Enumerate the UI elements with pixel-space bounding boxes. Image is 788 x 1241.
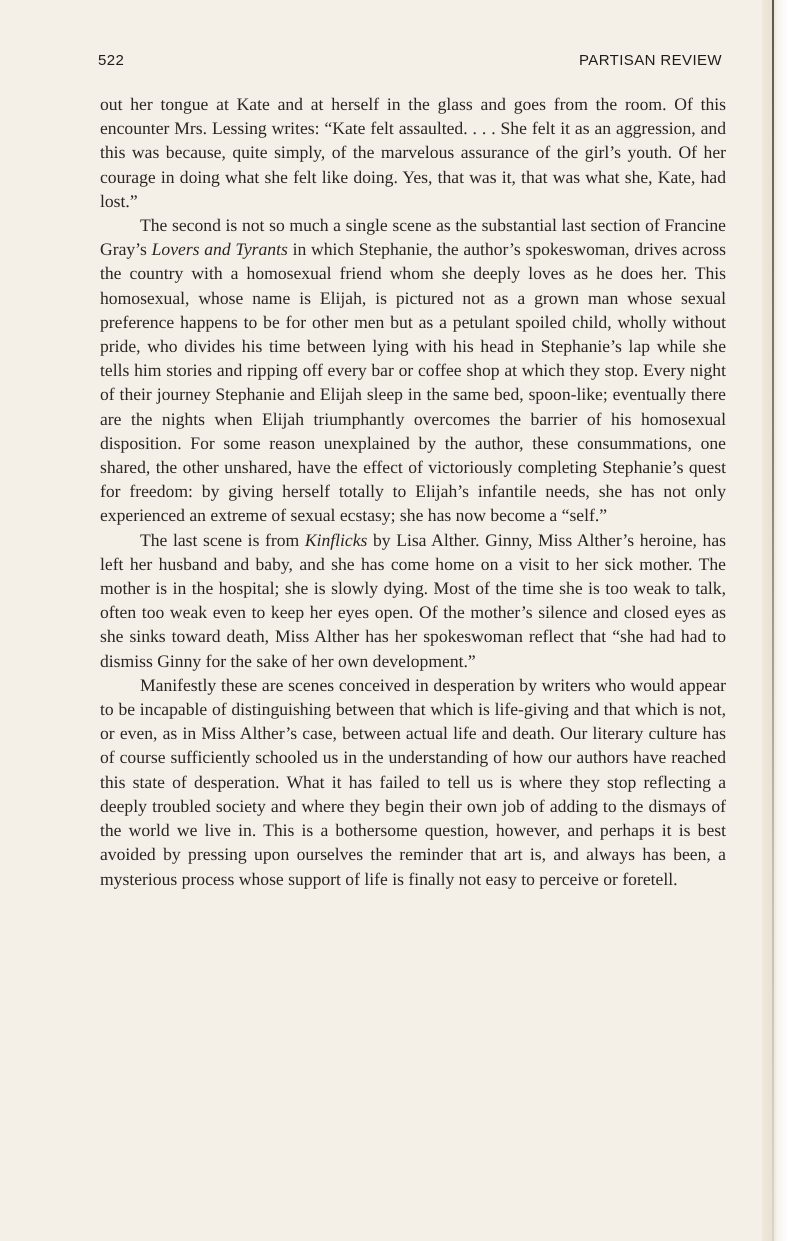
paragraph-text: by Lisa Alther. Ginny, Miss Alther’s heroine, has left her husband and baby, and she has come home on a visit to her sick mother. The mother is in the hospital; she is slowly dying. Most of the time she is too weak to talk, often too weak even to keep her eyes open. Of the mother’s silence and closed eyes as she sinks toward death, Miss Alther has her spokeswoman reflect that “she had had to dismiss Ginny for the sake of her own development.” (100, 529, 726, 671)
article-body (100, 92, 726, 891)
paragraph-text: in which Stephanie, the author’s spokeswoman, drives across the country with a homosexual friend whom she deeply loves as he does her. This homosexual, whose name is Elijah, is pictured not as a grown man whose sexual preference happens to be for other men but as a petulant spoiled child, wholly without pride, who divides his time between lying with his head in Stephanie’s lap while she tells him stories and ripping off every bar or coffee shop at which they stop. Every night of their journey Stephanie and Elijah sleep in the same bed, spoon-like; eventually there are the nights when Elijah triumphantly overcomes the barrier of his homosexual disposition. For some reason unexplained by the author, these consummations, one shared, the other unshared, have the effect of victoriously completing Stephanie’s quest for freedom: by giving herself totally to Elijah’s infantile needs, she has not only experienced an extreme of sexual ecstasy; she has now become a “self.” (100, 239, 726, 526)
paragraph-continuation (100, 92, 726, 213)
paragraph-text: Manifestly these are scenes conceived in desperation by writers who would appear to be incapable of distinguishing between that which is life-giving and that which is not, or even, as in Miss Alther’s case, between actual life and death. Our literary culture has of course sufficiently schooled us in the understanding of how our authors have reached this state of desperation. What it has failed to tell us is where they stop reflecting a deeply troubled society and where they begin their own job of adding to the dismays of the world we live in. This is a bothersome question, however, and perhaps it is best avoided by pressing upon ourselves the reminder that art is, and always has been, a mysterious process whose support of life is finally not easy to perceive or foretell. (100, 674, 726, 889)
book-title: Lovers and Tyrants (151, 239, 288, 260)
binding-edge (772, 0, 774, 1241)
page-edge (762, 0, 788, 1241)
book-title: Kinflicks (304, 529, 368, 550)
paragraph-text: The last scene is from (140, 529, 305, 550)
paragraph-text: The second is not so much a single scene as the substantial last section of Francine Gray’s (100, 215, 726, 260)
paragraph-text: out her tongue at Kate and at herself in the glass and goes from the room. Of this encounter Mrs. Lessing writes: “Kate felt assaulted. . . . She felt it as an aggression, and this was because, quite simply, of the marvelous assurance of the girl’s youth. Of her courage in doing what she felt like doing. Yes, that was it, that was what she, Kate, had lost.” (100, 94, 726, 211)
paragraph-lovers-and-tyrants (100, 213, 726, 528)
running-header (98, 52, 722, 72)
paragraph-kinflicks (100, 528, 726, 673)
journal-title: PARTISAN REVIEW (579, 52, 722, 69)
paragraph-conclusion (100, 673, 726, 891)
page-number: 522 (98, 52, 125, 69)
